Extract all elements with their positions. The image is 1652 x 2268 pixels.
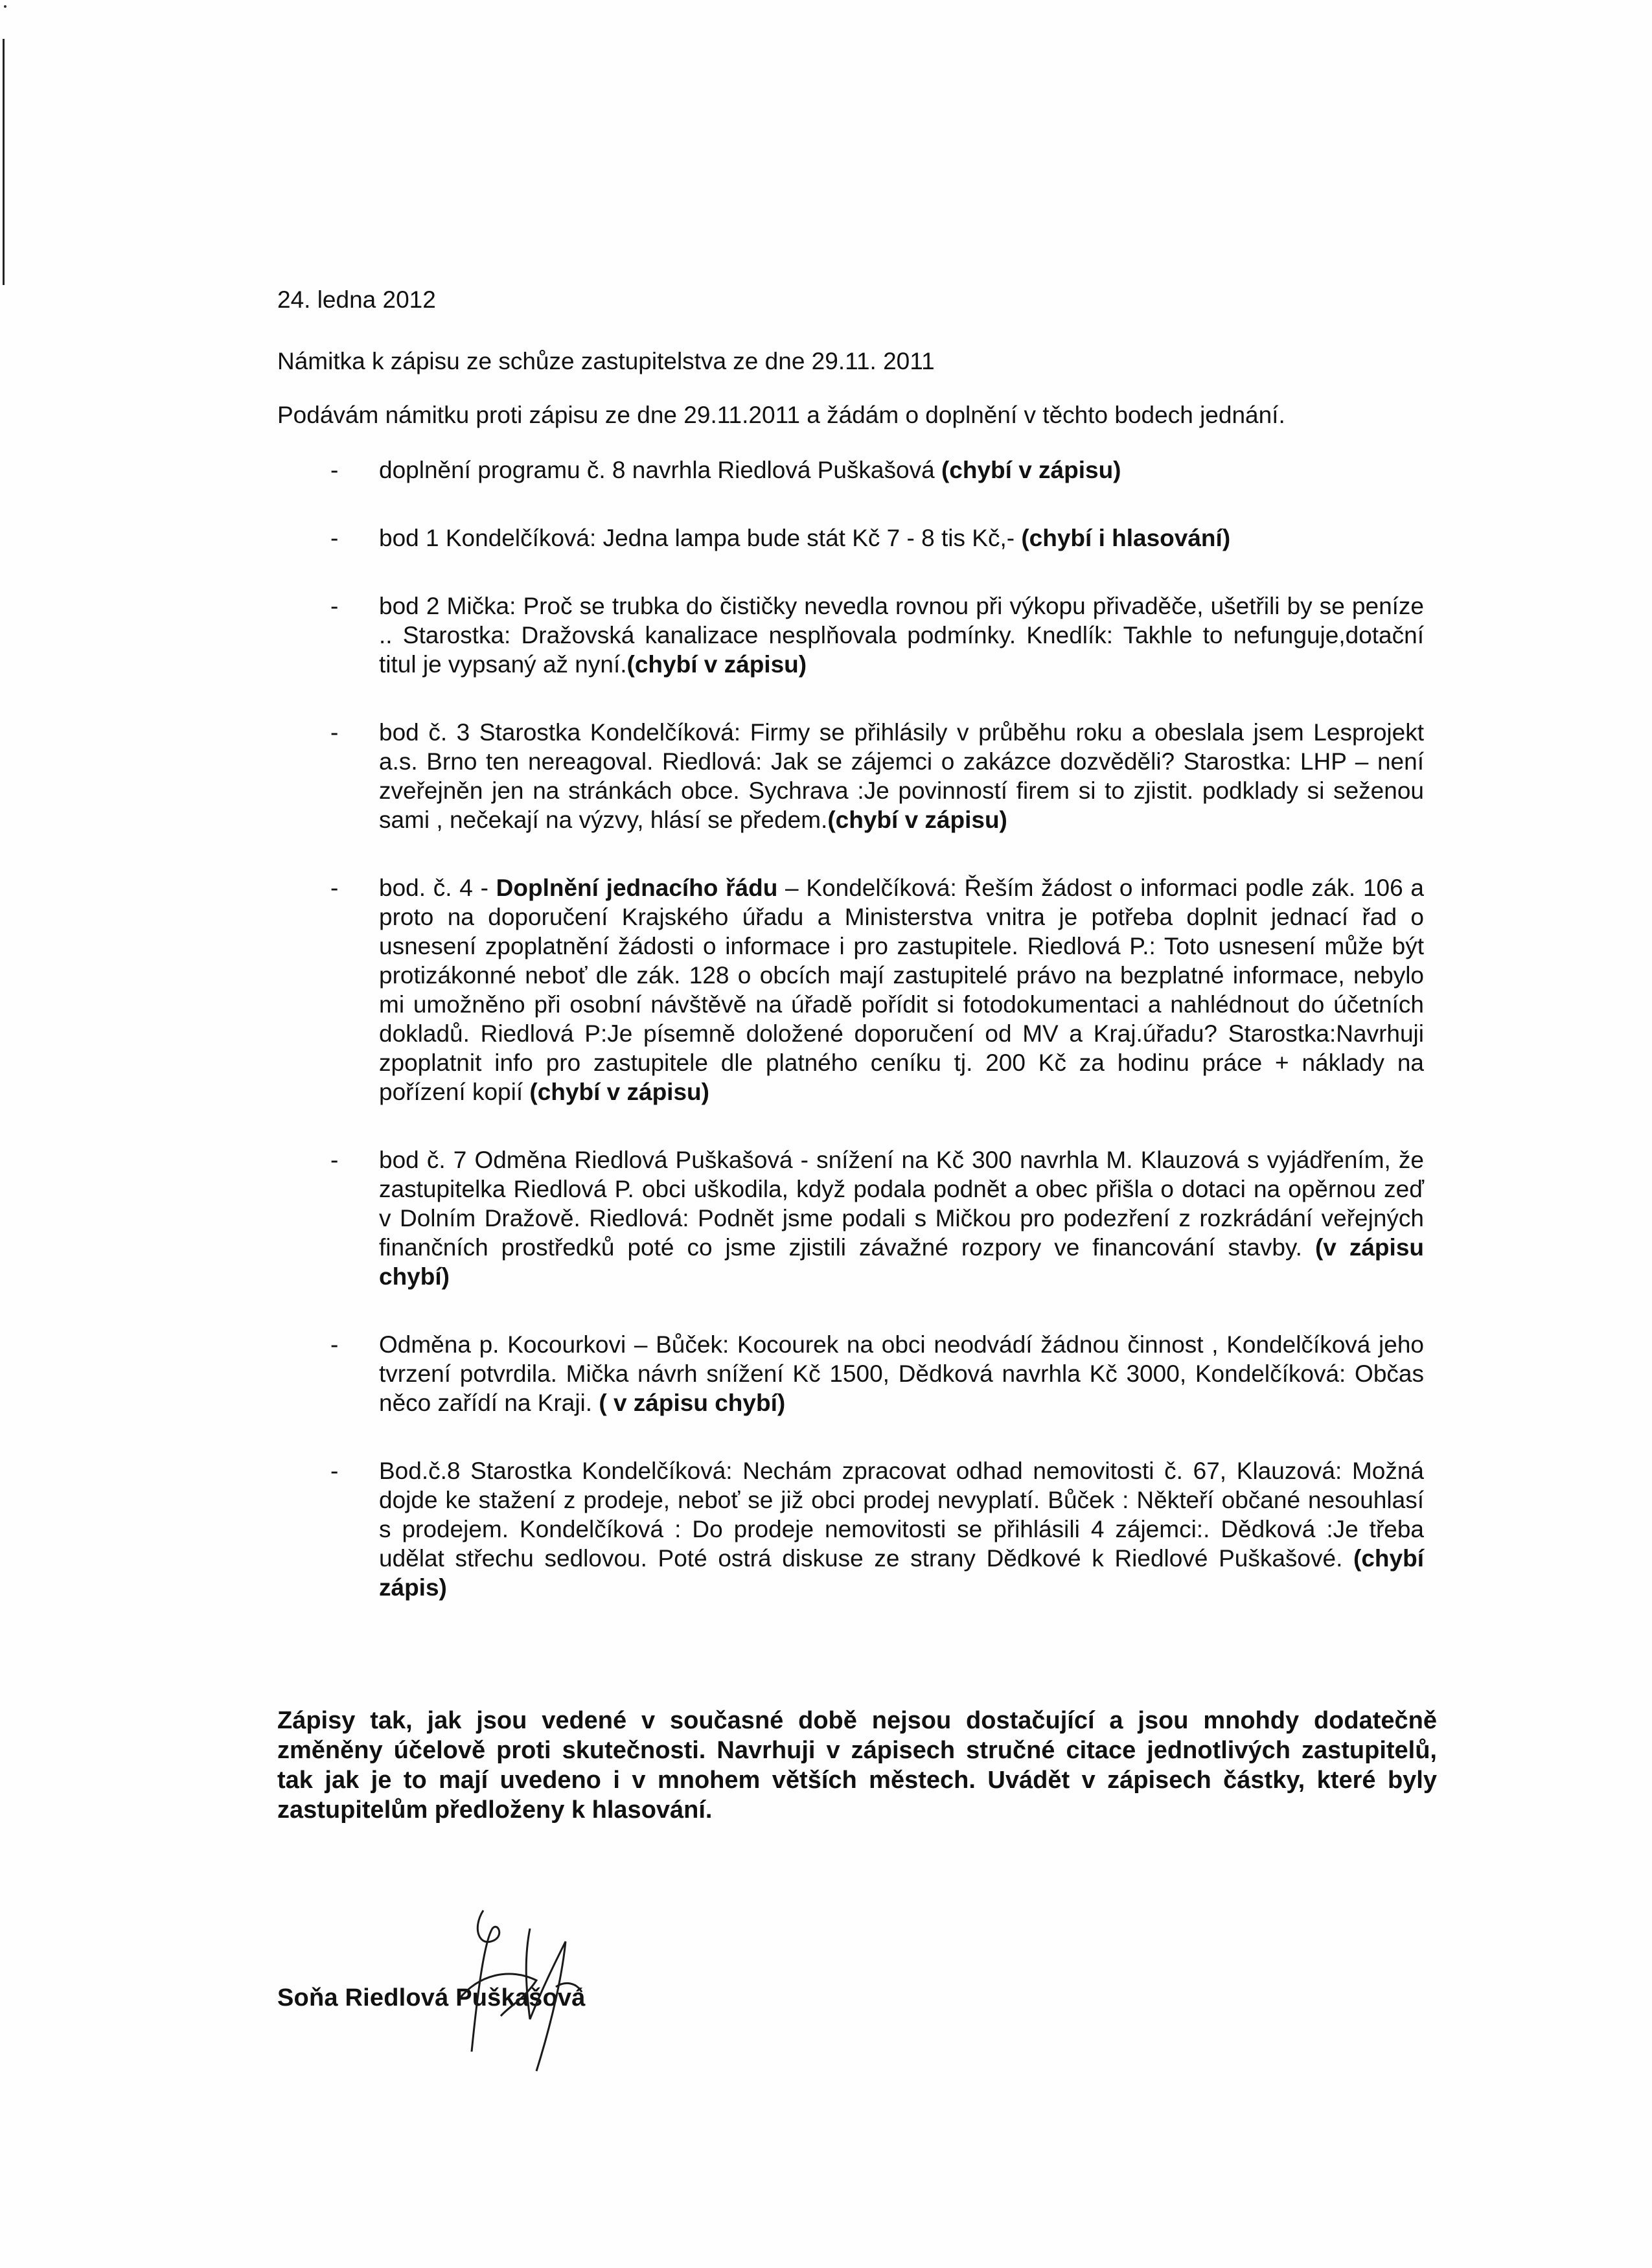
item-text: Bod.č.8 Starostka Kondelčíková: Nechám zpracovat odhad nemovitosti č. 67, Klauzová: Možná dojde ke stažení z prodeje, neboť se již obci prodej nevyplatí. Bůček : Někteří občané nesouhlasí s prodejem. Kondelčíková : Do prodeje nemovitosti se přihlásili 4 zájemci:. Dědková :Je třeba udělat střechu sedlovou. Poté ostrá diskuse ze strany Dědkové k Riedlové Puškašové. [379,1458,1424,1572]
list-dash: - [330,1147,339,1173]
item-heading: Doplnění jednacího řádu [496,875,778,901]
item-text: bod č. 7 Odměna Riedlová Puškašová - snížení na Kč 300 navrhla M. Klauzová s vyjádřením, že zastupitelka Riedlová P. obci uškodila, když podala podnět a obec přišla o dotaci na opěrnou zeď v Dolním Dražově. Riedlová: Podnět jsme podali s Mičkou pro podezření z rozkrádání veřejných finančních prostředků poté co jsme zjistili závažné rozpory ve financování stavby. [379,1147,1424,1261]
list-dash: - [330,875,339,901]
letter-intro: Podávám námitku proti zápisu ze dne 29.11.2011 a žádám o doplnění v těchto bodech jednání. [277,402,1285,428]
item-tag: (v zápisu chybí) [379,1234,1424,1290]
list-item [277,1330,1424,1417]
signatory-name: Soňa Riedlová Puškašová [277,1984,586,2011]
list-dash: - [330,719,339,746]
item-text: doplnění programu č. 8 navrhla Riedlová Puškašová [379,457,935,483]
list-dash: - [330,1458,339,1484]
item-tag: (chybí v zápisu) [941,457,1121,483]
letter-date: 24. ledna 2012 [277,286,436,313]
handwritten-signature [433,1903,595,2078]
item-text: – Kondelčíková: Řeším žádost o informaci podle zák. 106 a proto na doporučení Krajského úřadu a Ministerstva vnitra je potřeba doplnit jednací řad o usnesení zpoplatnění žádosti o informace i pro zastupitele. Riedlová P.: Toto usnesení může být protizákonné neboť dle zák. 128 o obcích mají zastupitelé právo na bezplatné informace, nebylo mi umožněno při osobní návštěvě na úřadě pořídit si fotodokumentaci a nahlédnout do účetních dokladů. Riedlová P:Je písemně doložené doporučení od MV a Kraj.úřadu? Starostka:Navrhuji zpoplatnit info pro zastupitele dle platného ceníku tj. 200 Kč za hodinu práce + náklady na pořízení kopií [379,875,1424,1105]
list-item [277,591,1424,679]
item-text: bod 2 Mička: Proč se trubka do čističky nevedla rovnou při výkopu přivaděče, ušetřili by se peníze .. Starostka: Dražovská kanalizace nesplňovala podmínky. Knedlík: Takhle to nefunguje,dotační titul je vypsaný až nyní. [379,593,1424,678]
item-tag: (chybí v zápisu) [626,651,807,678]
list-item [277,1145,1424,1291]
list-item [277,873,1424,1106]
list-item [277,1456,1424,1602]
item-text: bod 1 Kondelčíková: Jedna lampa bude stát Kč 7 - 8 tis Kč,- [379,525,1022,551]
item-text: Odměna p. Kocourkovi – Bůček: Kocourek na obci neodvádí žádnou činnost , Kondelčíková jeho tvrzení potvrdila. Mička návrh snížení Kč 1500, Dědková navrhla Kč 3000, Kondelčíková: Občas něco zařídí na Kraji. [379,1331,1424,1416]
letter-subject: Námitka k zápisu ze schůze zastupitelstva ze dne 29.11. 2011 [277,348,935,374]
signature-block [277,1929,1424,2071]
item-tag: (chybí v zápisu) [827,807,1007,833]
list-dash: - [330,593,339,619]
letter-body [277,285,1437,2071]
scan-artifact-edge [3,39,5,285]
list-dash: - [330,525,339,551]
item-text-prefix: bod. č. 4 - [379,875,496,901]
closing-paragraph: Zápisy tak, jak jsou vedené v současné době nejsou dostačující a jsou mnohdy dodatečně změněny účelově proti skutečnosti. Navrhuji v zápisech stručné citace jednotlivých zastupitelů, tak jak je to mají uvedeno i v mnohem větších městech. Uvádět v zápisech částky, které byly zastupitelům předloženy k hlasování. [277,1707,1437,1824]
list-dash: - [330,457,339,483]
list-item [277,718,1424,834]
scan-artifact-dot [4,5,6,8]
objection-list [277,455,1424,1602]
item-tag: (chybí v zápisu) [529,1079,709,1105]
list-item [277,523,1424,553]
list-dash: - [330,1331,339,1358]
item-tag: (chybí i hlasování) [1021,525,1231,551]
item-tag: (chybí zápis) [379,1545,1424,1601]
item-text: bod č. 3 Starostka Kondelčíková: Firmy se přihlásily v průběhu roku a obeslala jsem Lesprojekt a.s. Brno ten nereagoval. Riedlová: Jak se zájemci o zakázce dozvěděli? Starostka: LHP – není zveřejněn jen na stránkách obce. Sychrava :Je povinností firem si to zjistit. podklady si seženou sami , nečekají na výzvy, hlásí se předem. [379,719,1424,833]
list-item [277,455,1424,485]
item-tag: ( v zápisu chybí) [599,1390,786,1416]
